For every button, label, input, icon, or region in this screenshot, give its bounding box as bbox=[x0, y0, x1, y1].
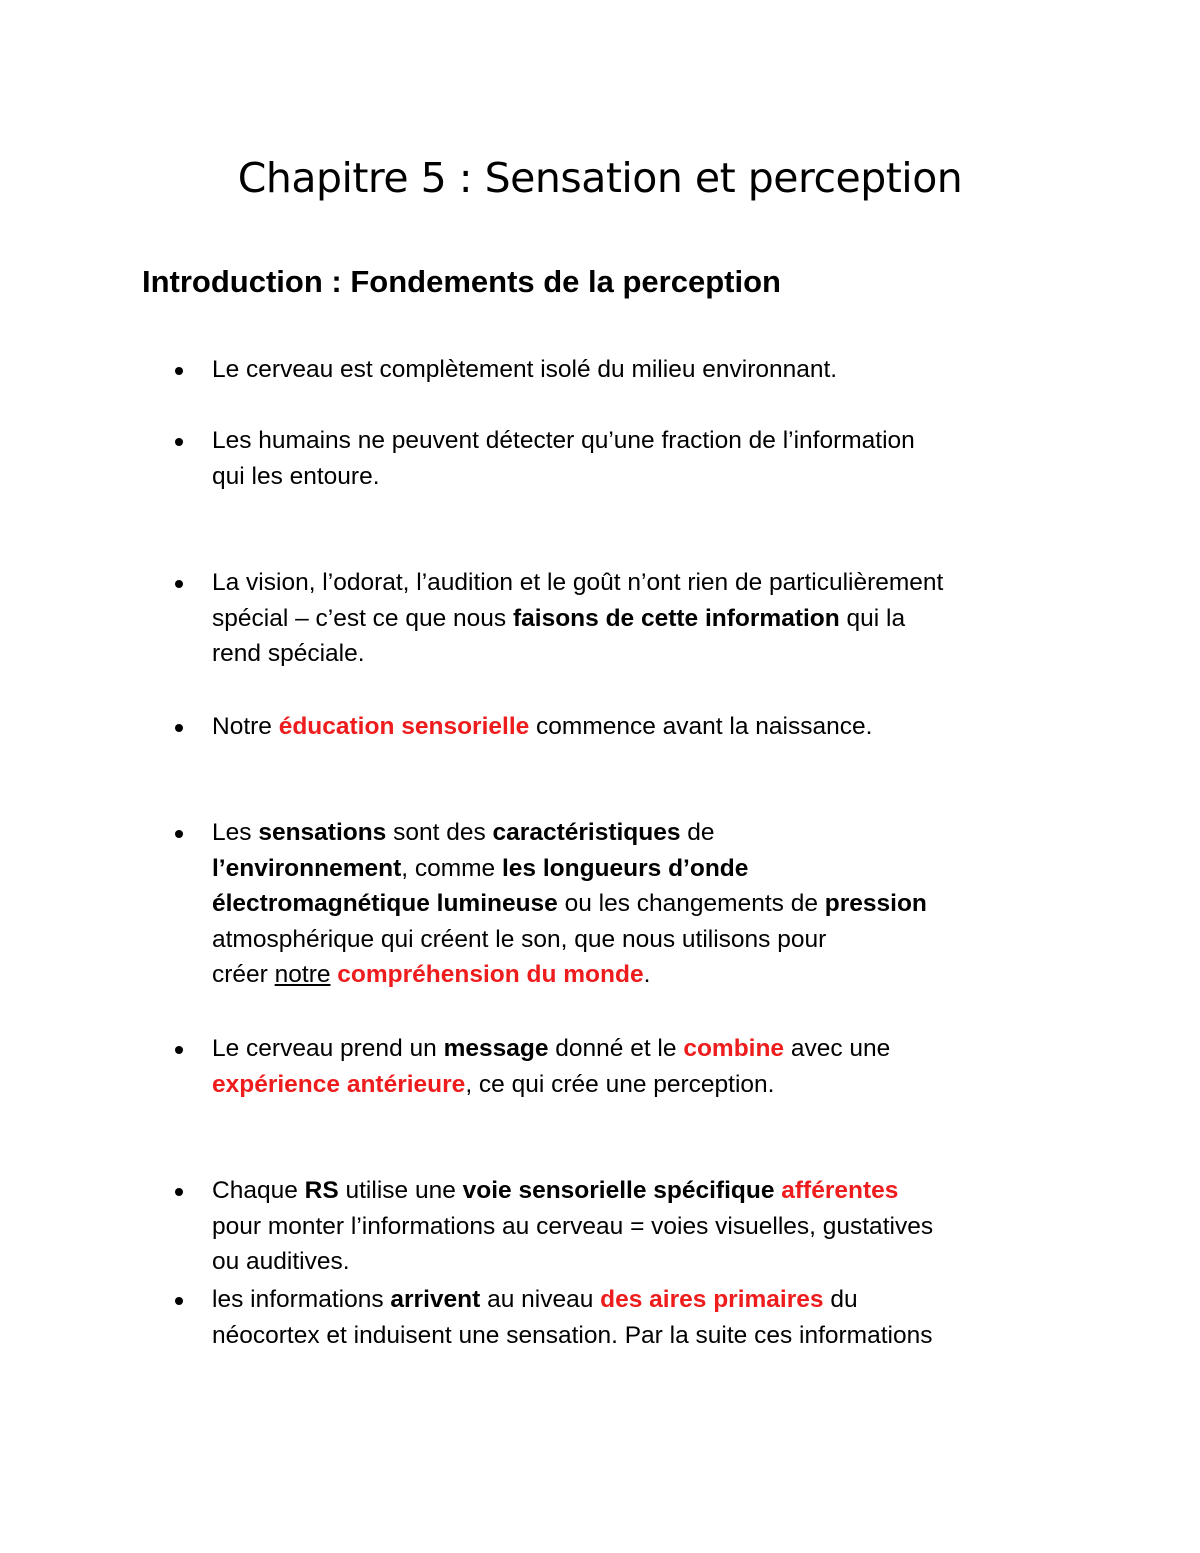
text-run: sensations bbox=[258, 819, 387, 846]
text-run: faisons de cette information bbox=[513, 604, 840, 632]
bullet-dot-icon bbox=[175, 830, 183, 838]
bullet-line bbox=[212, 1031, 1072, 1067]
bullet-line bbox=[212, 1318, 1072, 1354]
text-run: au niveau bbox=[480, 1286, 601, 1313]
bullet-item bbox=[212, 352, 1072, 388]
bullet-dot-icon bbox=[175, 367, 183, 375]
bullet-line bbox=[212, 601, 1072, 637]
bullet-line bbox=[212, 815, 1072, 851]
bullet-line bbox=[212, 565, 1072, 601]
bullet-item bbox=[212, 709, 1072, 745]
text-run: de bbox=[680, 819, 715, 846]
text-run: éducation sensorielle bbox=[278, 713, 530, 740]
text-run: du bbox=[823, 1286, 858, 1313]
text-run: qui la bbox=[839, 604, 906, 632]
text-run: Les humains ne peuvent détecter qu’une fraction de l’information bbox=[212, 427, 915, 454]
text-run: RS bbox=[304, 1177, 339, 1204]
bullet-dot-icon bbox=[175, 724, 183, 732]
bullet-dot-icon bbox=[175, 1046, 183, 1054]
text-run: afférentes bbox=[781, 1177, 899, 1204]
section-heading: Introduction : Fondements de la perception bbox=[142, 264, 781, 299]
text-run: combine bbox=[683, 1035, 785, 1062]
text-run: créer bbox=[212, 961, 275, 989]
text-run: les longueurs d’onde bbox=[501, 854, 749, 882]
text-run: arrivent bbox=[390, 1286, 481, 1313]
text-run: , comme bbox=[401, 854, 502, 882]
bullet-line bbox=[212, 352, 1072, 388]
bullet-item bbox=[212, 1173, 1072, 1280]
text-run: . bbox=[643, 961, 651, 989]
bullet-item bbox=[212, 1031, 1072, 1102]
text-run: des aires primaires bbox=[600, 1286, 824, 1313]
text-run: Le cerveau est complètement isolé du milieu environnant. bbox=[212, 356, 838, 383]
bullet-line bbox=[212, 957, 1072, 993]
text-run: néocortex et induisent une sensation. Par la suite ces informations bbox=[212, 1321, 933, 1349]
text-run: ou auditives. bbox=[212, 1248, 350, 1276]
text-run: Chaque bbox=[212, 1177, 305, 1204]
bullet-line bbox=[212, 1282, 1072, 1318]
text-run: les informations bbox=[212, 1286, 391, 1313]
bullet-item bbox=[212, 815, 1072, 993]
text-run: rend spéciale. bbox=[212, 640, 365, 668]
text-run: message bbox=[443, 1035, 549, 1062]
bullet-line bbox=[212, 851, 1072, 887]
bullet-dot-icon bbox=[175, 580, 183, 588]
text-run: qui les entoure. bbox=[212, 462, 380, 490]
bullet-line bbox=[212, 1209, 1072, 1245]
text-run: ou les changements de bbox=[557, 890, 825, 918]
bullet-dot-icon bbox=[175, 1297, 183, 1305]
text-run: sont des bbox=[386, 819, 493, 846]
page-title: Chapitre 5 : Sensation et perception bbox=[237, 154, 963, 202]
text-run: Les bbox=[212, 819, 259, 846]
text-run: spécial – c’est ce que nous bbox=[212, 604, 513, 632]
bullet-line bbox=[212, 636, 1072, 672]
text-run: pour monter l’informations au cerveau = voies visuelles, gustatives bbox=[212, 1212, 934, 1240]
text-run: électromagnétique lumineuse bbox=[212, 890, 558, 918]
bullet-item bbox=[212, 565, 1072, 672]
bullet-item bbox=[212, 1282, 1072, 1353]
bullet-line bbox=[212, 423, 1072, 459]
bullet-line bbox=[212, 709, 1072, 745]
text-run: notre bbox=[274, 961, 331, 989]
text-run: , ce qui crée une perception. bbox=[465, 1070, 775, 1098]
text-run: l’environnement bbox=[212, 854, 402, 882]
text-run: commence avant la naissance. bbox=[529, 713, 873, 740]
text-run: voie sensorielle spécifique bbox=[462, 1177, 775, 1204]
bullet-item bbox=[212, 423, 1072, 494]
text-run: compréhension du monde bbox=[337, 961, 644, 989]
bullet-line bbox=[212, 886, 1072, 922]
text-run: pression bbox=[824, 890, 927, 918]
bullet-line bbox=[212, 1067, 1072, 1103]
bullet-line bbox=[212, 1244, 1072, 1280]
bullet-dot-icon bbox=[175, 438, 183, 446]
text-run: atmosphérique qui créent le son, que nous utilisons pour bbox=[212, 925, 827, 953]
bullet-line bbox=[212, 459, 1072, 495]
bullet-line bbox=[212, 1173, 1072, 1209]
text-run: avec une bbox=[784, 1035, 891, 1062]
text-run: Le cerveau prend un bbox=[212, 1035, 444, 1062]
text-run: caractéristiques bbox=[492, 819, 681, 846]
text-run: utilise une bbox=[338, 1177, 463, 1204]
text-run: La vision, l’odorat, l’audition et le goût n’ont rien de particulièrement bbox=[212, 569, 944, 596]
bullet-line bbox=[212, 922, 1072, 958]
text-run: donné et le bbox=[548, 1035, 684, 1062]
text-run: expérience antérieure bbox=[212, 1070, 466, 1098]
text-run: Notre bbox=[212, 713, 279, 740]
bullet-dot-icon bbox=[175, 1188, 183, 1196]
